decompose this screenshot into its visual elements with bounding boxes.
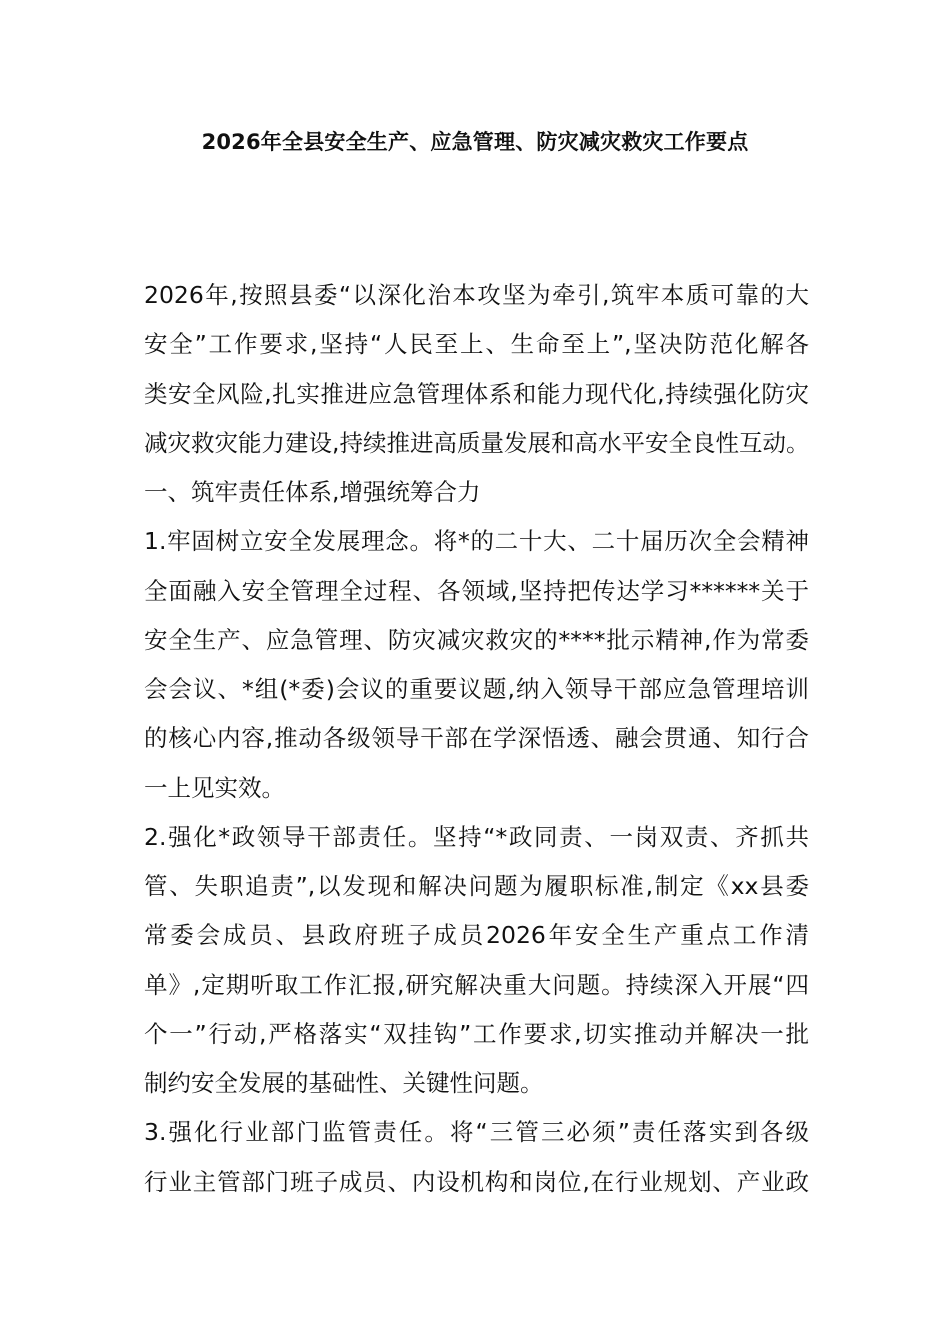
body-line: 常委会成员、县政府班子成员2026年安全生产重点工作清 [144,921,809,950]
body-line: 一上见实效。 [144,773,285,802]
body-line: 减灾救灾能力建设,持续推进高质量发展和高水平安全良性互动。 [144,428,810,457]
body-line: 会会议、*组(*委)会议的重要议题,纳入领导干部应急管理培训 [144,675,809,703]
document-body [144,271,809,1207]
body-line: 2026年,按照县委“以深化治本攻坚为牵引,筑牢本质可靠的大 [144,281,809,309]
body-line: 个一”行动,严格落实“双挂钩”工作要求,切实推动并解决一批 [144,1019,809,1048]
body-line: 一、筑牢责任体系,增强统筹合力 [144,478,481,506]
body-line: 的核心内容,推动各级领导干部在学深悟透、融会贯通、知行合 [144,724,809,753]
body-line: 2.强化*政领导干部责任。坚持“*政同责、一岗双责、齐抓共 [144,822,809,851]
document-title: 2026年全县安全生产、应急管理、防灾减灾救灾工作要点 [201,130,749,154]
body-line: 类安全风险,扎实推进应急管理体系和能力现代化,持续强化防灾 [144,379,809,408]
body-line: 安全”工作要求,坚持“人民至上、生命至上”,坚决防范化解各 [144,330,809,359]
body-line: 单》,定期听取工作汇报,研究解决重大问题。持续深入开展“四 [144,970,809,999]
body-line: 行业主管部门班子成员、内设机构和岗位,在行业规划、产业政 [144,1167,809,1196]
body-line: 制约安全发展的基础性、关键性问题。 [144,1069,544,1097]
body-line: 安全生产、应急管理、防灾减灾救灾的****批示精神,作为常委 [144,625,809,654]
body-line: 管、失职追责”,以发现和解决问题为履职标准,制定《xx县委 [144,872,809,900]
body-line: 1.牢固树立安全发展理念。将*的二十大、二十届历次全会精神 [144,527,809,556]
body-line: 3.强化行业部门监管责任。将“三管三必须”责任落实到各级 [144,1118,809,1147]
body-line: 全面融入安全管理全过程、各领域,坚持把传达学习******关于 [144,576,809,605]
